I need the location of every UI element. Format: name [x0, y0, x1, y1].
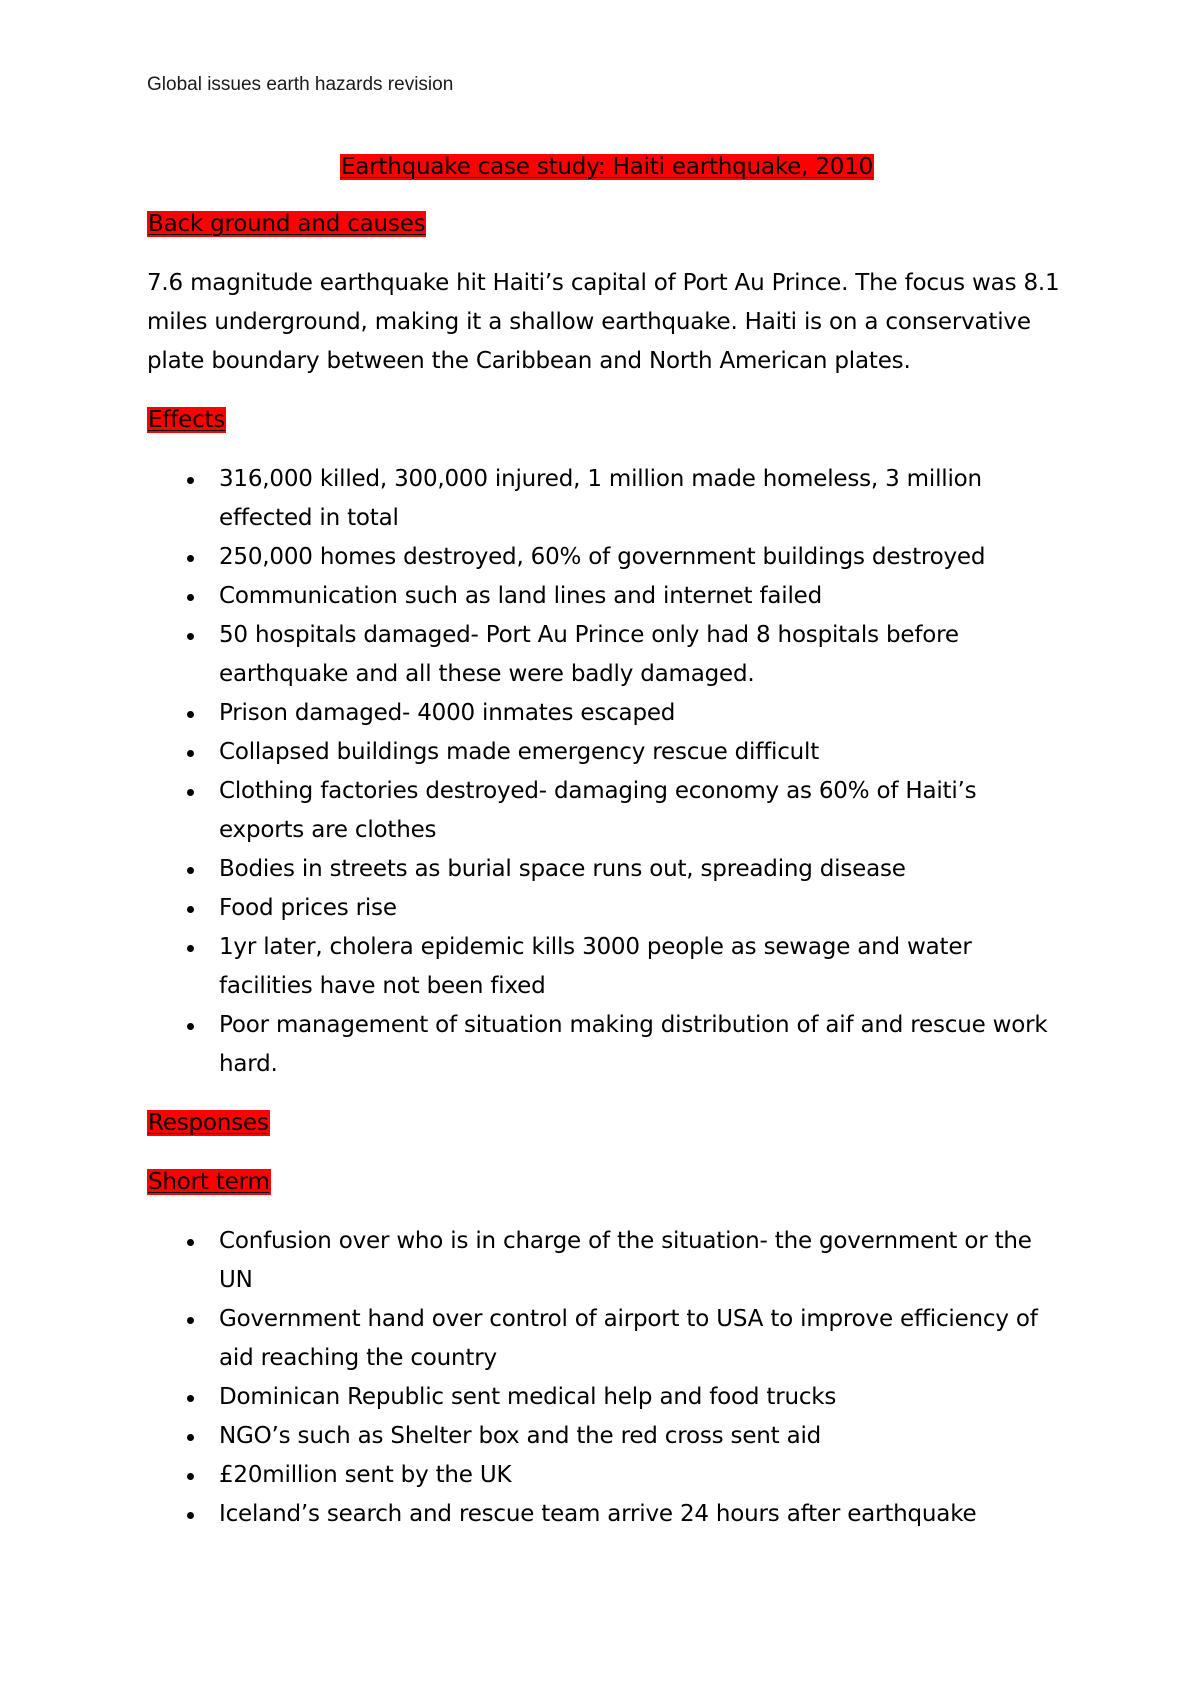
bullet-icon: [187, 945, 194, 952]
bullet-icon: [187, 555, 194, 562]
bullet-icon: [187, 1395, 194, 1402]
section-heading-effects: [147, 401, 1067, 440]
running-header: Global issues earth hazards revision: [147, 74, 454, 95]
bullet-icon: [187, 1434, 194, 1441]
list-item: Poor management of situation making distribution of aif and rescue work hard.: [147, 1006, 1067, 1084]
list-item: Bodies in streets as burial space runs out, spreading disease: [147, 850, 1067, 889]
bullet-icon: [187, 711, 194, 718]
title-block: [147, 148, 1067, 187]
list-item: Food prices rise: [147, 889, 1067, 928]
list-item: Communication such as land lines and internet failed: [147, 577, 1067, 616]
bullet-icon: [187, 594, 194, 601]
background-heading: Back ground and causes: [148, 211, 426, 237]
short-term-heading: Short term: [148, 1169, 270, 1195]
list-item: 316,000 killed, 300,000 injured, 1 million made homeless, 3 million effected in total: [147, 460, 1067, 538]
case-study-title: Earthquake case study: Haiti earthquake, 2010: [340, 154, 874, 180]
effects-heading: Effects: [148, 407, 226, 433]
bullet-icon: [187, 633, 194, 640]
document-body: [147, 148, 1067, 1554]
bullet-icon: [187, 789, 194, 796]
bullet-icon: [187, 1317, 194, 1324]
list-item: 50 hospitals damaged- Port Au Prince only had 8 hospitals before earthquake and all these were badly damaged.: [147, 616, 1067, 694]
bullet-icon: [187, 1239, 194, 1246]
bullet-icon: [187, 750, 194, 757]
effects-list: [147, 460, 1067, 1084]
bullet-icon: [187, 906, 194, 913]
list-item: Prison damaged- 4000 inmates escaped: [147, 694, 1067, 733]
short-term-list: [147, 1222, 1067, 1534]
section-heading-background: [147, 205, 1067, 244]
background-paragraph: 7.6 magnitude earthquake hit Haiti’s capital of Port Au Prince. The focus was 8.1 miles underground, making it a shallow earthquake. Haiti is on a conservative plate boundary between the Caribbean and North American plates.: [147, 270, 1060, 374]
list-item: Clothing factories destroyed- damaging economy as 60% of Haiti’s exports are clothes: [147, 772, 1067, 850]
section-heading-short-term: [147, 1163, 1067, 1202]
list-item: NGO’s such as Shelter box and the red cross sent aid: [147, 1417, 1067, 1456]
responses-heading: Responses: [148, 1110, 269, 1136]
list-item: Government hand over control of airport to USA to improve efficiency of aid reaching the country: [147, 1300, 1067, 1378]
section-heading-responses: [147, 1104, 1067, 1143]
list-item: £20million sent by the UK: [147, 1456, 1067, 1495]
bullet-icon: [187, 1023, 194, 1030]
list-item: 1yr later, cholera epidemic kills 3000 people as sewage and water facilities have not been fixed: [147, 928, 1067, 1006]
bullet-icon: [187, 1473, 194, 1480]
bullet-icon: [187, 477, 194, 484]
list-item: Dominican Republic sent medical help and food trucks: [147, 1378, 1067, 1417]
list-item: Iceland’s search and rescue team arrive 24 hours after earthquake: [147, 1495, 1067, 1534]
bullet-icon: [187, 1512, 194, 1519]
list-item: Collapsed buildings made emergency rescue difficult: [147, 733, 1067, 772]
list-item: 250,000 homes destroyed, 60% of government buildings destroyed: [147, 538, 1067, 577]
list-item: Confusion over who is in charge of the situation- the government or the UN: [147, 1222, 1067, 1300]
bullet-icon: [187, 867, 194, 874]
